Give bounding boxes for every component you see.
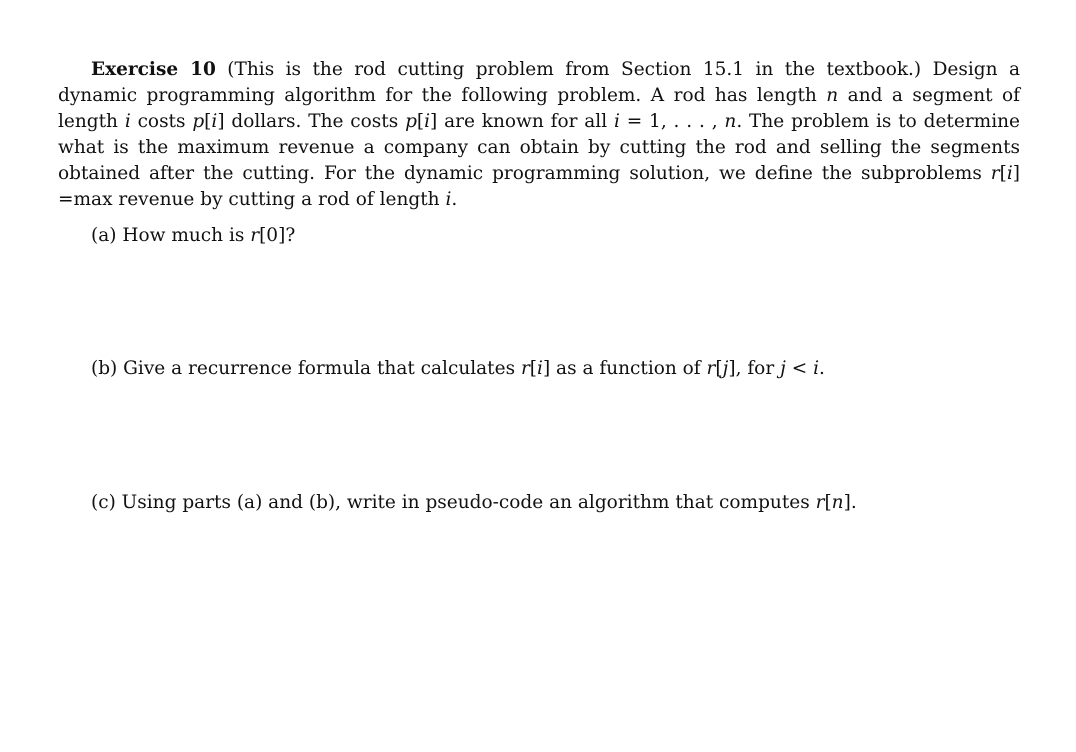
math-text: ] bbox=[843, 492, 851, 513]
math-symbol: i bbox=[124, 110, 131, 132]
text-run: . bbox=[819, 358, 825, 379]
text-run: . bbox=[451, 188, 458, 210]
exercise-paragraph bbox=[58, 57, 1020, 212]
text-run: as a function of bbox=[550, 358, 707, 379]
math-text: [ bbox=[529, 358, 538, 379]
math-symbol: n bbox=[831, 492, 844, 513]
math-symbol: i bbox=[537, 358, 543, 379]
text-run: . The problem is to determine what is the maximum revenue a company can obtain by cutting the rod and selling the segments obtained after the cutting. For the dynamic programming solution, we define the subproblems bbox=[58, 110, 1020, 184]
text-run: and a segment of length bbox=[58, 84, 1020, 132]
math-symbol: j bbox=[780, 358, 786, 379]
math-symbol: i bbox=[1006, 162, 1013, 184]
question-part-a bbox=[91, 223, 991, 249]
math-symbol: r bbox=[250, 225, 260, 246]
math-text: [ bbox=[416, 110, 425, 132]
math-symbol: i bbox=[813, 358, 819, 379]
text-run: are known for all bbox=[437, 110, 614, 132]
math-symbol: i bbox=[424, 110, 431, 132]
math-symbol: r bbox=[520, 358, 530, 379]
exercise-body bbox=[58, 59, 1020, 210]
math-symbol: p bbox=[405, 110, 417, 132]
math-text: [0] bbox=[259, 225, 286, 246]
math-text: < bbox=[785, 358, 814, 379]
math-symbol: i bbox=[211, 110, 218, 132]
question-part-b bbox=[91, 356, 991, 382]
math-text: ] bbox=[430, 110, 438, 132]
math-text: = 1, . . . , bbox=[619, 110, 725, 132]
math-text: [ bbox=[824, 492, 832, 513]
math-symbol: r bbox=[706, 358, 716, 379]
text-run: =max revenue by cutting a rod of length bbox=[58, 188, 446, 210]
math-symbol: n bbox=[826, 84, 839, 106]
text-run: , for bbox=[735, 358, 781, 379]
math-symbol: r bbox=[990, 162, 1000, 184]
math-text: [ bbox=[715, 358, 723, 379]
math-text: [ bbox=[999, 162, 1007, 184]
question-part-c bbox=[91, 490, 991, 516]
text-run: ? bbox=[285, 225, 296, 246]
math-text: ] bbox=[728, 358, 736, 379]
math-text: ] bbox=[542, 358, 551, 379]
text-run: costs bbox=[130, 110, 193, 132]
math-text: ] bbox=[1012, 162, 1020, 184]
math-text: ] bbox=[217, 110, 225, 132]
math-symbol: i bbox=[613, 110, 620, 132]
math-symbol: j bbox=[722, 358, 729, 379]
text-run: (This is the rod cutting problem from Section 15.1 in the textbook.) Design a dynamic programming algorithm for the following problem. A rod has length bbox=[58, 59, 1021, 106]
text-run: . bbox=[850, 492, 857, 513]
text-run: (a) How much is bbox=[91, 225, 251, 246]
text-run: (c) Using parts (a) and (b), write in pseudo-code an algorithm that computes bbox=[91, 492, 816, 513]
math-symbol: r bbox=[815, 492, 825, 513]
text-run: dollars. The costs bbox=[224, 110, 406, 132]
math-symbol: n bbox=[724, 110, 737, 132]
math-symbol: p bbox=[192, 110, 205, 132]
math-symbol: i bbox=[445, 188, 452, 210]
text-run: (b) Give a recurrence formula that calculates bbox=[91, 358, 521, 379]
exercise-label: Exercise 10 bbox=[91, 59, 216, 80]
math-text: [ bbox=[204, 110, 212, 132]
